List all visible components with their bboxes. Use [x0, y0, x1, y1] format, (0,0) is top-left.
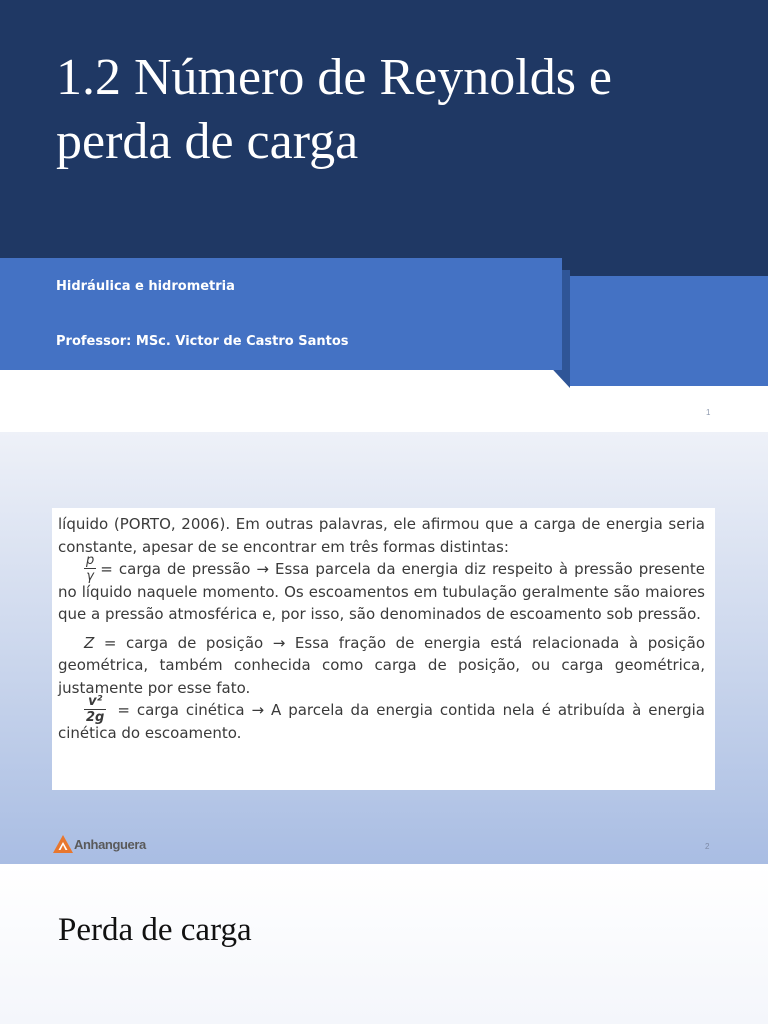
slide-title: 1.2 Número de Reynolds e perda de carga: [56, 49, 613, 170]
kinetic-head-paragraph: [58, 694, 705, 744]
slide-1: [0, 0, 768, 432]
anhanguera-logo: [53, 835, 146, 853]
pressure-denominator: γ: [86, 569, 94, 584]
intro-line-2: constante, apesar de se encontrar em três formas distintas:: [58, 537, 509, 556]
intro-line-1: líquido (PORTO, 2006). Em outras palavras, ele afirmou que a carga de energia seria: [58, 515, 705, 533]
pressure-numerator: p: [86, 553, 95, 568]
professor-name: Professor: MSc. Victor de Castro Santos: [56, 334, 349, 349]
pressure-head-paragraph: [58, 553, 705, 626]
course-subtitle: Hidráulica e hidrometria: [56, 279, 235, 294]
slide-number: 2: [705, 842, 710, 851]
content-text-box: [52, 508, 715, 790]
slide-3: [0, 864, 768, 1024]
slide-title: Perda de carga: [58, 912, 252, 948]
pressure-head-text: = carga de pressão → Essa parcela da energia diz respeito à pressão presente no líquido naquele momento. Os escoamentos em tubulação geralmente são maiores que a pressão atmosférica e, por isso, são denominados de escoamento sob pressão.: [58, 560, 705, 623]
accent-band-right: [570, 276, 768, 386]
kinetic-head-fraction: [84, 694, 106, 725]
kinetic-numerator: v²: [84, 694, 106, 710]
logo-text: Anhanguera: [74, 836, 146, 852]
position-head-text: = carga de posição → Essa fração de energia está relacionada à posição geométrica, também conhecida como carga de posição, ou carga geométrica, justamente por esse fato.: [58, 633, 705, 697]
slide-2: [0, 432, 768, 864]
subtitle-band: [0, 258, 562, 370]
pressure-head-fraction: [84, 553, 96, 584]
position-head-paragraph: [58, 632, 705, 700]
anhanguera-logo-icon: [53, 835, 73, 853]
kinetic-head-text: = carga cinética → A parcela da energia contida nela é atribuída à energia cinética do escoamento.: [58, 701, 705, 742]
kinetic-denominator: 2g: [86, 710, 105, 725]
position-symbol: Z: [84, 633, 95, 652]
slide-number: 1: [706, 408, 711, 417]
intro-paragraph: [58, 513, 705, 558]
